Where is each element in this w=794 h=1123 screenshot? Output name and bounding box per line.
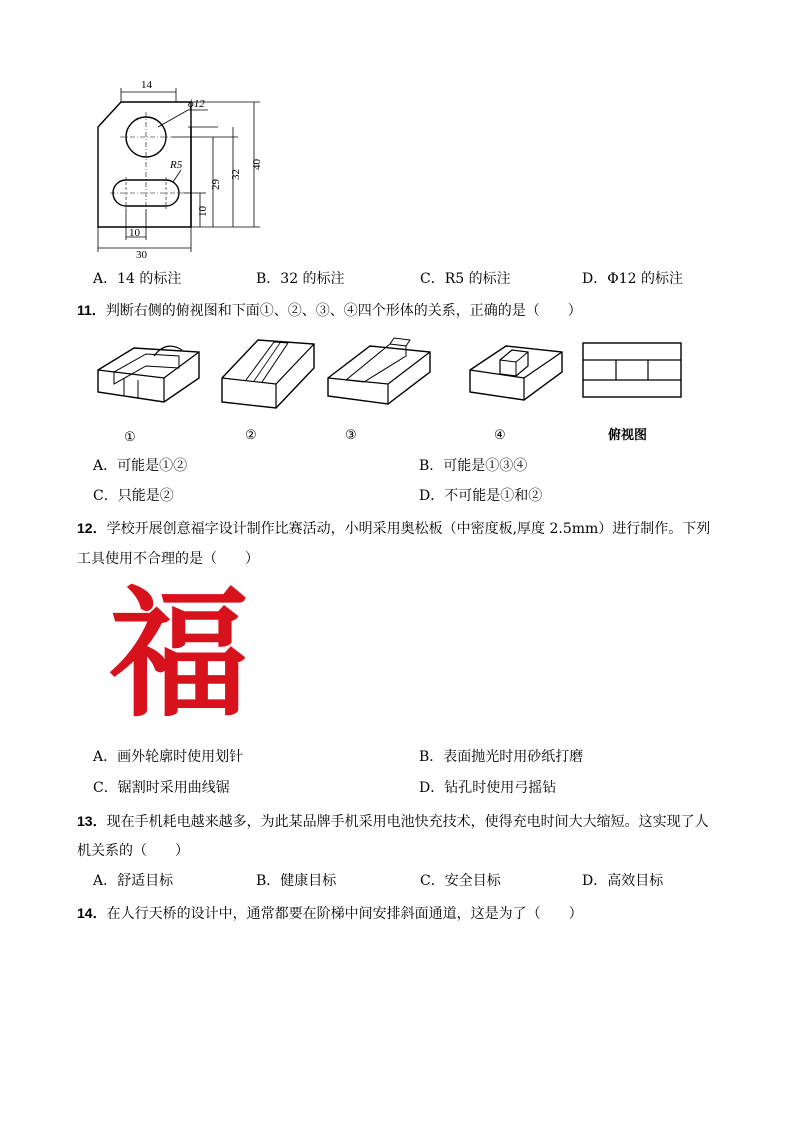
fu-character-figure (104, 573, 254, 737)
dim-phi12: ϕ12 (188, 98, 205, 110)
q12-option-d[interactable]: D．钻孔时使用弓摇钻 (419, 780, 557, 796)
q10-option-c[interactable]: C．R5 的标注 (420, 271, 511, 287)
shape-2-label: ② (245, 428, 257, 443)
shape-1-figure (94, 330, 204, 415)
q10-option-a[interactable]: A．14 的标注 (93, 271, 182, 287)
q13-option-a[interactable]: A．舒适目标 (93, 873, 174, 889)
q12-option-b[interactable]: B．表面抛光时用砂纸打磨 (419, 749, 584, 765)
q13-option-b[interactable]: B．健康目标 (256, 873, 337, 889)
q11-text: 判断右侧的俯视图和下面①、②、③、④四个形体的关系，正确的是（ ） (105, 303, 582, 319)
q13-text-1: 现在手机耗电越来越多，为此某品牌手机采用电池快充技术，使得充电时间大大缩短。这实现了人 (106, 814, 709, 830)
dim-32: 32 (230, 169, 242, 180)
dim-10-vertical: 10 (197, 206, 209, 217)
q12-option-c[interactable]: C．锯割时采用曲线锯 (93, 780, 230, 796)
dim-29: 29 (210, 179, 222, 190)
shape-4-label: ④ (494, 428, 506, 443)
q13-stem-line1 (77, 811, 709, 832)
q13-option-d[interactable]: D．高效目标 (582, 873, 664, 889)
q13-stem-line2: 机关系的（ ） (77, 843, 189, 859)
shape-4-figure (466, 330, 566, 410)
q12-stem-line1 (77, 518, 710, 539)
top-view-label: 俯视图 (608, 428, 648, 443)
q14-stem (77, 903, 583, 924)
q12-option-a[interactable]: A．画外轮廓时使用划针 (93, 749, 244, 765)
dim-30: 30 (136, 249, 147, 261)
part-drawing (88, 72, 278, 262)
q14-number: 14． (77, 905, 107, 921)
q13-number: 13． (77, 813, 107, 829)
dim-14: 14 (141, 79, 152, 91)
q13-option-c[interactable]: C．安全目标 (420, 873, 501, 889)
q11-option-d[interactable]: D．不可能是①和② (419, 488, 543, 504)
q14-text: 在人行天桥的设计中，通常都要在阶梯中间安排斜面通道，这是为了（ ） (106, 906, 583, 922)
q11-option-c[interactable]: C．只能是② (93, 488, 174, 504)
q11-number: 11． (77, 302, 106, 318)
shape-3-label: ③ (345, 428, 357, 443)
q10-option-b[interactable]: B．32 的标注 (256, 271, 345, 287)
dim-r5: R5 (170, 159, 183, 171)
q12-number: 12． (77, 520, 107, 536)
shape-2-figure (218, 326, 318, 416)
q12-stem-line2: 工具使用不合理的是（ ） (77, 551, 259, 567)
q12-text-1: 学校开展创意福字设计制作比赛活动，小明采用奥松板（中密度板,厚度 2.5mm）进行制作。下列 (106, 521, 711, 537)
top-view-figure (582, 342, 682, 398)
dim-10-horizontal: 10 (129, 227, 140, 239)
dim-40: 40 (251, 159, 263, 170)
shape-1-label: ① (124, 430, 136, 445)
shape-3-figure (324, 330, 434, 415)
q11-option-b[interactable]: B．可能是①③④ (419, 458, 528, 474)
q11-stem (77, 300, 582, 321)
q10-option-d[interactable]: D．Φ12 的标注 (582, 271, 683, 287)
fu-character: 福 (108, 573, 249, 737)
q11-option-a[interactable]: A．可能是①② (93, 458, 188, 474)
